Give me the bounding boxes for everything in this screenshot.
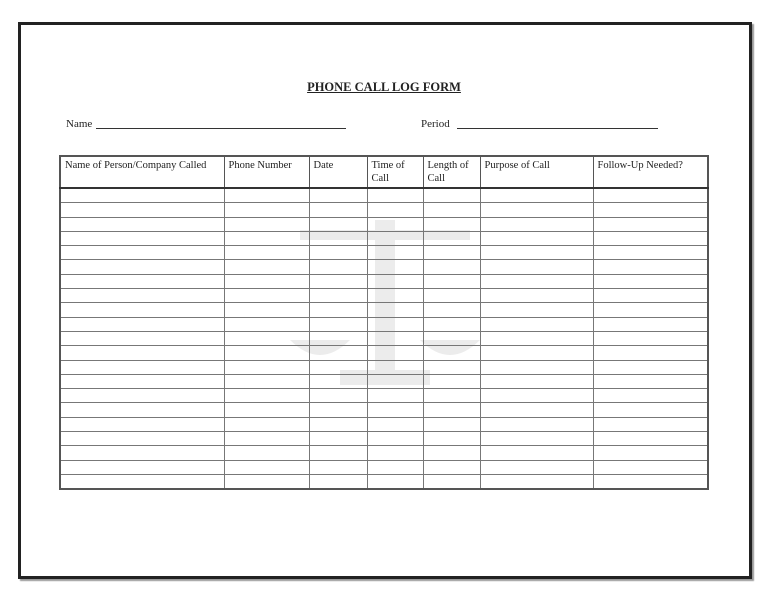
table-cell[interactable] [367,360,423,374]
table-cell[interactable] [367,417,423,431]
table-cell[interactable] [224,246,309,260]
table-cell[interactable] [367,446,423,460]
table-cell[interactable] [423,217,480,231]
column-header: Name of Person/Company Called [60,156,224,188]
table-cell[interactable] [593,403,708,417]
table-cell[interactable] [309,231,367,245]
table-cell[interactable] [423,432,480,446]
table-cell[interactable] [224,389,309,403]
table-cell[interactable] [367,346,423,360]
table-cell[interactable] [309,317,367,331]
table-row [60,289,708,303]
table-cell[interactable] [60,460,224,474]
table-cell[interactable] [423,303,480,317]
table-cell[interactable] [60,403,224,417]
column-header: Time of Call [367,156,423,188]
table-cell[interactable] [480,203,593,217]
table-cell[interactable] [309,432,367,446]
table-cell[interactable] [423,331,480,345]
table-cell[interactable] [60,203,224,217]
table-cell[interactable] [593,331,708,345]
table-cell[interactable] [423,274,480,288]
table-row [60,346,708,360]
table-row [60,317,708,331]
table-cell[interactable] [60,360,224,374]
table-row [60,231,708,245]
table-cell[interactable] [480,331,593,345]
table-cell[interactable] [480,446,593,460]
table-cell[interactable] [309,303,367,317]
table-row [60,432,708,446]
table-cell[interactable] [309,389,367,403]
table-cell[interactable] [423,246,480,260]
table-cell[interactable] [309,188,367,203]
table-cell[interactable] [60,303,224,317]
table-cell[interactable] [224,188,309,203]
table-cell[interactable] [480,303,593,317]
table-cell[interactable] [367,460,423,474]
table-cell[interactable] [309,403,367,417]
table-cell[interactable] [224,374,309,388]
table-cell[interactable] [60,389,224,403]
table-cell[interactable] [423,260,480,274]
table-cell[interactable] [480,360,593,374]
table-cell[interactable] [367,260,423,274]
table-cell[interactable] [593,374,708,388]
table-cell[interactable] [224,260,309,274]
table-cell[interactable] [423,460,480,474]
table-cell[interactable] [60,260,224,274]
table-cell[interactable] [60,432,224,446]
table-row [60,331,708,345]
table-cell[interactable] [593,217,708,231]
table-row [60,188,708,203]
table-cell[interactable] [480,417,593,431]
table-cell[interactable] [593,432,708,446]
table-cell[interactable] [593,417,708,431]
table-cell[interactable] [60,317,224,331]
table-row [60,360,708,374]
table-row [60,274,708,288]
period-label: Period [421,118,450,130]
table-cell[interactable] [423,389,480,403]
table-cell[interactable] [224,317,309,331]
table-cell[interactable] [60,446,224,460]
table-cell[interactable] [60,217,224,231]
table-cell[interactable] [480,474,593,489]
table-cell[interactable] [224,303,309,317]
table-cell[interactable] [309,460,367,474]
table-cell[interactable] [224,474,309,489]
table-cell[interactable] [309,217,367,231]
call-log-table [59,155,709,490]
table-cell[interactable] [593,346,708,360]
table-cell[interactable] [224,346,309,360]
table-cell[interactable] [593,389,708,403]
table-cell[interactable] [367,474,423,489]
table-row [60,217,708,231]
column-header: Purpose of Call [480,156,593,188]
table-cell[interactable] [593,360,708,374]
table-cell[interactable] [423,203,480,217]
table-cell[interactable] [309,474,367,489]
table-cell[interactable] [224,360,309,374]
table-cell[interactable] [423,188,480,203]
table-cell[interactable] [593,317,708,331]
column-header: Date [309,156,367,188]
table-cell[interactable] [309,346,367,360]
table-cell[interactable] [367,303,423,317]
name-label: Name [66,118,93,130]
table-cell[interactable] [224,417,309,431]
table-cell[interactable] [224,203,309,217]
table-cell[interactable] [593,289,708,303]
table-cell[interactable] [367,317,423,331]
table-cell[interactable] [480,231,593,245]
table-cell[interactable] [60,346,224,360]
table-cell[interactable] [423,231,480,245]
table-cell[interactable] [309,203,367,217]
name-field[interactable] [96,128,346,129]
table-row [60,260,708,274]
table-cell[interactable] [309,274,367,288]
table-cell[interactable] [480,246,593,260]
table-cell[interactable] [423,474,480,489]
column-header: Length of Call [423,156,480,188]
table-cell[interactable] [423,360,480,374]
table-cell[interactable] [480,289,593,303]
table-row [60,417,708,431]
table-cell[interactable] [423,374,480,388]
table-cell[interactable] [593,303,708,317]
table-cell[interactable] [593,274,708,288]
table-cell[interactable] [224,403,309,417]
table-cell[interactable] [480,432,593,446]
table-cell[interactable] [593,188,708,203]
table-cell[interactable] [423,317,480,331]
table-cell[interactable] [60,274,224,288]
table-row [60,246,708,260]
table-cell[interactable] [60,374,224,388]
table-row [60,460,708,474]
form-title: PHONE CALL LOG FORM [307,80,461,94]
table-cell[interactable] [367,432,423,446]
table-cell[interactable] [224,289,309,303]
table-cell[interactable] [480,274,593,288]
table-cell[interactable] [593,203,708,217]
table-cell[interactable] [480,260,593,274]
table-row [60,403,708,417]
table-cell[interactable] [480,460,593,474]
table-row [60,203,708,217]
table-cell[interactable] [480,374,593,388]
table-cell[interactable] [367,331,423,345]
table-cell[interactable] [224,432,309,446]
table-cell[interactable] [309,417,367,431]
table-cell[interactable] [367,203,423,217]
table-cell[interactable] [480,217,593,231]
table-cell[interactable] [60,331,224,345]
table-cell[interactable] [60,246,224,260]
table-row [60,303,708,317]
column-header: Phone Number [224,156,309,188]
table-cell[interactable] [60,188,224,203]
table-cell[interactable] [593,474,708,489]
table-cell[interactable] [593,460,708,474]
table-cell[interactable] [224,217,309,231]
table-cell[interactable] [367,274,423,288]
table-cell[interactable] [224,460,309,474]
table-cell[interactable] [423,403,480,417]
table-cell[interactable] [480,346,593,360]
table-row [60,446,708,460]
table-cell[interactable] [224,231,309,245]
table-cell[interactable] [423,417,480,431]
table-cell[interactable] [367,217,423,231]
table-cell[interactable] [367,289,423,303]
table-cell[interactable] [367,389,423,403]
table-cell[interactable] [60,417,224,431]
table-cell[interactable] [423,289,480,303]
table-cell[interactable] [60,231,224,245]
table-cell[interactable] [593,260,708,274]
table-cell[interactable] [60,289,224,303]
table-cell[interactable] [309,289,367,303]
table-cell[interactable] [367,374,423,388]
table-cell[interactable] [593,246,708,260]
table-cell[interactable] [480,389,593,403]
table-row [60,374,708,388]
table-cell[interactable] [423,446,480,460]
table-cell[interactable] [60,474,224,489]
table-row [60,474,708,489]
table-cell[interactable] [224,331,309,345]
table-row [60,389,708,403]
table-cell[interactable] [367,403,423,417]
table-cell[interactable] [593,231,708,245]
table-cell[interactable] [309,446,367,460]
table-cell[interactable] [367,246,423,260]
table-cell[interactable] [480,188,593,203]
table-cell[interactable] [480,403,593,417]
table-cell[interactable] [224,446,309,460]
table-cell[interactable] [423,346,480,360]
table-cell[interactable] [367,188,423,203]
table-cell[interactable] [480,317,593,331]
table-cell[interactable] [593,446,708,460]
table-cell[interactable] [367,231,423,245]
period-field[interactable] [457,128,658,129]
table-cell[interactable] [309,331,367,345]
table-cell[interactable] [309,360,367,374]
table-cell[interactable] [309,260,367,274]
table-cell[interactable] [309,374,367,388]
column-header: Follow-Up Needed? [593,156,708,188]
table-cell[interactable] [309,246,367,260]
table-cell[interactable] [224,274,309,288]
